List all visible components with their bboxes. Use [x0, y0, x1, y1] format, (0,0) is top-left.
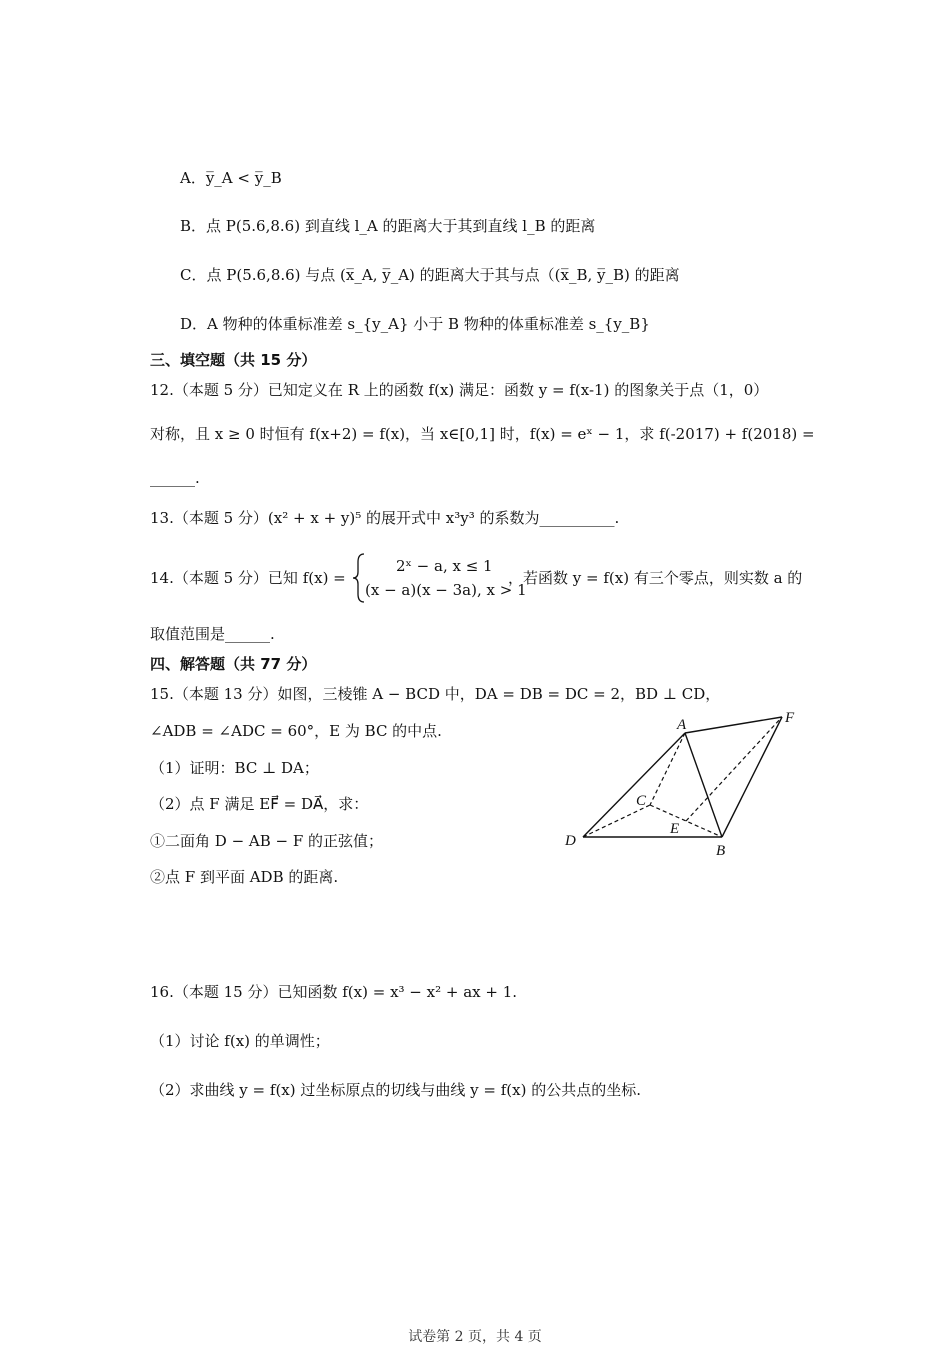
label-a: A — [677, 717, 687, 733]
question-16-line-1: 16.（本题 15 分）已知函数 f(x) = x³ − x² + ax + 1. — [150, 983, 518, 1001]
question-14-case-1: 2ˣ − a, x ≤ 1 — [396, 557, 493, 575]
question-14-case-2: (x − a)(x − 3a), x > 1 — [365, 581, 527, 599]
question-14-prefix: 14.（本题 5 分）已知 f(x) = — [150, 569, 346, 587]
section-answer-heading: 四、解答题（共 77 分） — [150, 655, 317, 673]
question-16-part-1: （1）讨论 f(x) 的单调性； — [150, 1032, 330, 1050]
edge-ab — [685, 733, 722, 837]
edge-fb — [722, 717, 782, 837]
label-f: F — [785, 710, 795, 726]
question-15-line-2: ∠ADB = ∠ADC = 60°，E 为 BC 的中点. — [150, 722, 442, 740]
label-b: B — [716, 843, 726, 859]
question-14-line-2: 取值范围是______. — [150, 625, 275, 643]
edge-dc — [583, 805, 650, 837]
question-12-line-3: ______. — [150, 469, 200, 487]
question-15-line-1: 15.（本题 13 分）如图，三棱锥 A − BCD 中，DA = DB = DC = 2，BD ⊥ CD， — [150, 685, 721, 703]
label-d: D — [565, 833, 576, 849]
question-15-part-2: （2）点 F 满足 EF⃗ = DA⃗，求： — [150, 795, 369, 813]
label-e: E — [670, 821, 680, 837]
question-14-suffix: ，若函数 y = f(x) 有三个零点，则实数 a 的 — [508, 569, 803, 587]
question-12-line-1: 12.（本题 5 分）已知定义在 R 上的函数 f(x) 满足：函数 y = f(x-1) 的图象关于点（1，0） — [150, 381, 769, 399]
question-13: 13.（本题 5 分）(x² + x + y)⁵ 的展开式中 x³y³ 的系数为__________. — [150, 509, 620, 527]
edge-af — [685, 717, 782, 733]
label-c: C — [636, 793, 647, 809]
edge-ef — [686, 717, 782, 821]
option-c: C．点 P(5.6,8.6) 与点 (x̅_A, y̅_A) 的距离大于其与点（(x̅_B, y̅_B) 的距离 — [180, 266, 680, 284]
page-footer: 试卷第 2 页，共 4 页 — [408, 1329, 542, 1345]
question-15-sub-1: ①二面角 D − AB − F 的正弦值； — [150, 832, 384, 850]
question-15-sub-2: ②点 F 到平面 ADB 的距离. — [150, 868, 339, 886]
piecewise-brace — [352, 552, 366, 604]
edge-ac — [650, 733, 685, 805]
question-16-part-2: （2）求曲线 y = f(x) 过坐标原点的切线与曲线 y = f(x) 的公共点的坐标. — [150, 1081, 641, 1099]
tetrahedron-figure — [560, 705, 810, 869]
question-12-line-2: 对称，且 x ≥ 0 时恒有 f(x+2) = f(x)，当 x∈[0,1] 时，f(x) = eˣ − 1，求 f(-2017) + f(2018) = — [150, 425, 815, 443]
question-15-part-1: （1）证明：BC ⊥ DA； — [150, 759, 319, 777]
option-b: B．点 P(5.6,8.6) 到直线 l_A 的距离大于其到直线 l_B 的距离 — [180, 217, 596, 235]
option-d: D．A 物种的体重标准差 s_{y_A} 小于 B 物种的体重标准差 s_{y_B} — [180, 315, 650, 333]
option-a: A．y̅_A < y̅_B — [180, 169, 282, 187]
section-fill-in-heading: 三、填空题（共 15 分） — [150, 351, 317, 369]
